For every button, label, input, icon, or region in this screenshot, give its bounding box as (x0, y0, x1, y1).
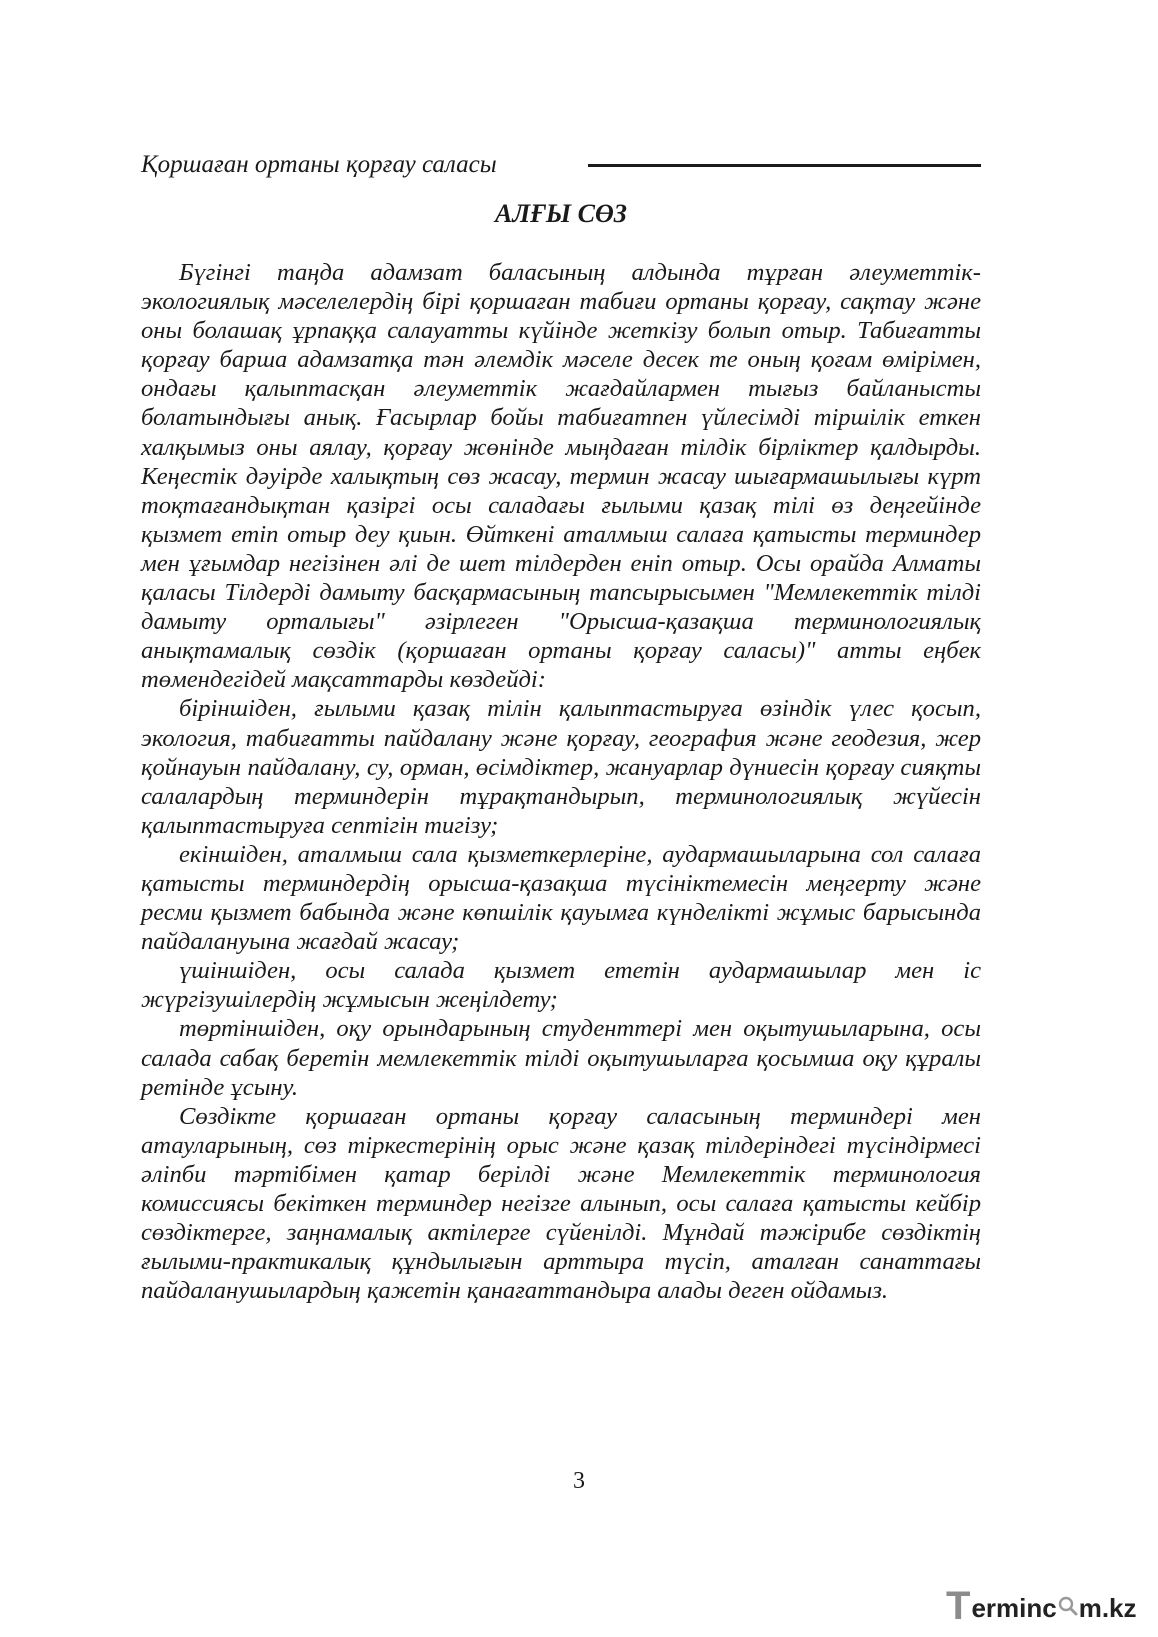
goal-first-paragraph: біріншіден, ғылыми қазақ тілін қалыптастыруға өзіндік үлес қосып, экология, табиғатты пайдалану және қорғау, география және геодезия, жер қойнауын пайдалану, су, орман, өсімдіктер, жануарлар дүниесін қорғау сияқты салалардың терминдерін тұрақтандырып, терминологиялық жүйесін қалыптастыруға септігін тигізу; (141, 695, 981, 839)
watermark-text-middle: erminc (971, 1593, 1057, 1623)
page-title: АЛҒЫ СӨЗ (495, 199, 627, 228)
document-body (141, 258, 981, 1305)
running-header-rule (588, 164, 981, 167)
running-header-title: Қоршаған ортаны қорғау саласы (141, 151, 497, 178)
watermark-logo-t: T (946, 1584, 971, 1628)
watermark-text-suffix: m.kz (1078, 1593, 1137, 1623)
magnifier-icon (1058, 1596, 1078, 1616)
running-header (141, 148, 981, 182)
page-number: 3 (573, 1468, 585, 1494)
closing-paragraph: Сөздікте қоршаған ортаны қорғау саласының терминдері мен атауларының, сөз тіркестерінің орыс және қазақ тілдеріндегі түсіндірмесі әліпби тәртібімен қатар берілді және Мемлекеттік терминология комиссиясы бекіткен терминдер негізге алынып, осы салаға қатысты кейбір сөздіктерге, заңнамалық актілерге сүйенілді. Мұндай тәжірибе сөздіктің ғылыми-практикалық құндылығын арттыра түсіп, аталған санаттағы пайдаланушылардың қажетін қанағаттандыра алады деген ойдамыз. (141, 1102, 981, 1305)
goal-third-paragraph: үшіншіден, осы салада қызмет ететін аудармашылар мен іс жүргізушілердің жұмысын жеңілдету; (141, 957, 981, 1014)
site-watermark[interactable] (946, 1586, 1137, 1626)
goal-fourth-paragraph: төртіншіден, оқу орындарының студенттері мен оқытушыларына, осы салада сабақ беретін мемлекеттік тілді оқытушыларға қосымша оқу құралы ретінде ұсыну. (141, 1015, 981, 1101)
intro-paragraph: Бүгінгі таңда адамзат баласының алдында тұрған әлеуметтік-экологиялық мәселелердің бірі қоршаған табиғи ортаны қорғау, сақтау және оны болашақ ұрпаққа салауатты күйінде жеткізу болып отыр. Табиғатты қорғау барша адамзатқа тән әлемдік мәселе десек те оның қоғам өмірімен, ондағы қалыптасқан әлеуметтік жағдайлармен тығыз байланысты болатындығы анық. Ғасырлар бойы табиғатпен үйлесімді тіршілік еткен халқымыз оны аялау, қорғау жөнінде мыңдаған тілдік бірліктер қалдырды. Кеңестік дәуірде халықтың сөз жасау, термин жасау шығармашылығы күрт тоқтағандықтан қазіргі осы саладағы ғылыми қазақ тілі өз деңгейінде қызмет етіп отыр деу қиын. Өйткені аталмыш салаға қатысты терминдер мен ұғымдар негізінен әлі де шет тілдерден еніп отыр. Осы орайда Алматы қаласы Тілдерді дамыту басқармасының тапсырысымен "Мемлекеттік тілді дамыту орталығы" әзірлеген "Орысша-қазақша терминологиялық анықтамалық сөздік (қоршаған ортаны қорғау саласы)" атты еңбек төмендегідей мақсаттарды көздейді: (141, 259, 981, 694)
goal-second-paragraph: екіншіден, аталмыш сала қызметкерлеріне, аудармашыларына сол салаға қатысты терминдердің орысша-қазақша түсініктемесін меңгерту және ресми қызмет бабында және көпшілік қауымға күнделікті жұмыс барысында пайдалануына жағдай жасау; (141, 840, 981, 956)
